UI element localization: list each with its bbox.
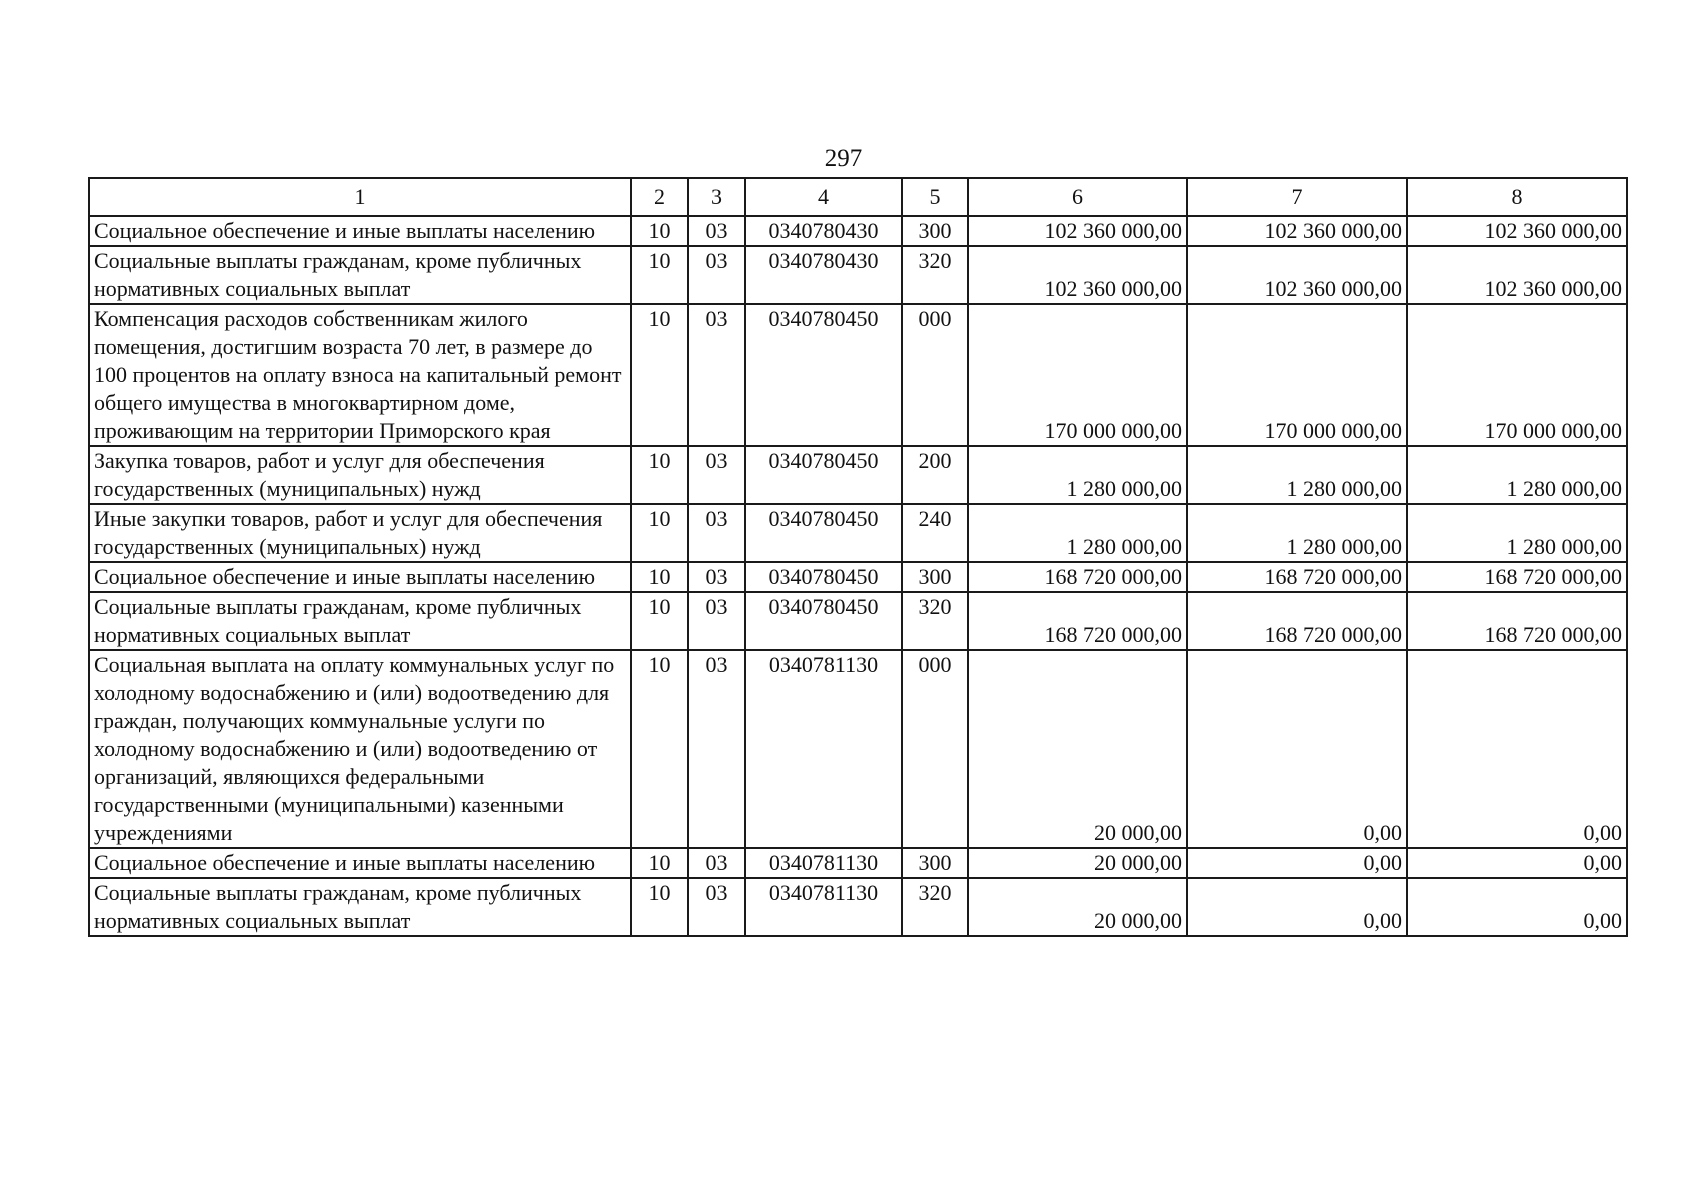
section-code: 10 [631,878,688,936]
column-header-7: 7 [1187,178,1407,216]
amount-column-6: 102 360 000,00 [968,246,1187,304]
target-article-code: 0340780430 [745,246,902,304]
table-row [89,848,1627,878]
target-article-code: 0340781130 [745,878,902,936]
table-row [89,446,1627,504]
table-row [89,650,1627,848]
amount-column-8: 168 720 000,00 [1407,562,1627,592]
column-header-6: 6 [968,178,1187,216]
subsection-code: 03 [688,848,745,878]
amount-column-7: 0,00 [1187,848,1407,878]
section-code: 10 [631,446,688,504]
row-name: Социальное обеспечение и иные выплаты населению [89,562,631,592]
expense-type-code: 200 [902,446,968,504]
amount-column-7: 1 280 000,00 [1187,504,1407,562]
expense-type-code: 300 [902,562,968,592]
target-article-code: 0340780430 [745,216,902,246]
table-row [89,562,1627,592]
amount-column-8: 102 360 000,00 [1407,216,1627,246]
amount-column-7: 0,00 [1187,878,1407,936]
row-name: Социальные выплаты гражданам, кроме публичных нормативных социальных выплат [89,246,631,304]
amount-column-7: 170 000 000,00 [1187,304,1407,446]
target-article-code: 0340780450 [745,592,902,650]
amount-column-6: 20 000,00 [968,848,1187,878]
table-row [89,592,1627,650]
amount-column-7: 102 360 000,00 [1187,216,1407,246]
table-row [89,304,1627,446]
budget-table [88,177,1628,937]
amount-column-8: 1 280 000,00 [1407,446,1627,504]
expense-type-code: 300 [902,216,968,246]
row-name: Компенсация расходов собственникам жилого помещения, достигшим возраста 70 лет, в размере до 100 процентов на оплату взноса на капитальный ремонт общего имущества в многоквартирном доме, проживающим на территории Приморского края [89,304,631,446]
subsection-code: 03 [688,650,745,848]
section-code: 10 [631,216,688,246]
section-code: 10 [631,304,688,446]
amount-column-7: 168 720 000,00 [1187,562,1407,592]
section-code: 10 [631,504,688,562]
amount-column-6: 20 000,00 [968,878,1187,936]
amount-column-8: 102 360 000,00 [1407,246,1627,304]
expense-type-code: 000 [902,304,968,446]
target-article-code: 0340781130 [745,848,902,878]
amount-column-8: 1 280 000,00 [1407,504,1627,562]
table-row [89,246,1627,304]
table-row [89,878,1627,936]
expense-type-code: 240 [902,504,968,562]
amount-column-6: 102 360 000,00 [968,216,1187,246]
column-header-1: 1 [89,178,631,216]
expense-type-code: 320 [902,592,968,650]
amount-column-6: 168 720 000,00 [968,562,1187,592]
subsection-code: 03 [688,216,745,246]
section-code: 10 [631,848,688,878]
column-header-3: 3 [688,178,745,216]
row-name: Социальные выплаты гражданам, кроме публичных нормативных социальных выплат [89,592,631,650]
target-article-code: 0340781130 [745,650,902,848]
expense-type-code: 320 [902,246,968,304]
column-header-2: 2 [631,178,688,216]
section-code: 10 [631,650,688,848]
amount-column-6: 1 280 000,00 [968,446,1187,504]
subsection-code: 03 [688,592,745,650]
target-article-code: 0340780450 [745,504,902,562]
row-name: Закупка товаров, работ и услуг для обеспечения государственных (муниципальных) нужд [89,446,631,504]
column-header-4: 4 [745,178,902,216]
table-row [89,504,1627,562]
subsection-code: 03 [688,504,745,562]
expense-type-code: 000 [902,650,968,848]
amount-column-6: 170 000 000,00 [968,304,1187,446]
amount-column-8: 0,00 [1407,650,1627,848]
amount-column-7: 168 720 000,00 [1187,592,1407,650]
amount-column-8: 0,00 [1407,878,1627,936]
section-code: 10 [631,246,688,304]
column-header-5: 5 [902,178,968,216]
subsection-code: 03 [688,562,745,592]
target-article-code: 0340780450 [745,304,902,446]
expense-type-code: 300 [902,848,968,878]
amount-column-6: 1 280 000,00 [968,504,1187,562]
expense-type-code: 320 [902,878,968,936]
table-header-row [89,178,1627,216]
target-article-code: 0340780450 [745,562,902,592]
row-name: Социальное обеспечение и иные выплаты населению [89,216,631,246]
row-name: Социальная выплата на оплату коммунальных услуг по холодному водоснабжению и (или) водоотведению для граждан, получающих коммунальные услуги по холодному водоснабжению и (или) водоотведению от организаций, являющихся федеральными государственными (муниципальными) казенными учреждениями [89,650,631,848]
subsection-code: 03 [688,304,745,446]
row-name: Социальное обеспечение и иные выплаты населению [89,848,631,878]
subsection-code: 03 [688,246,745,304]
subsection-code: 03 [688,878,745,936]
subsection-code: 03 [688,446,745,504]
amount-column-8: 170 000 000,00 [1407,304,1627,446]
page-number: 297 [824,145,863,172]
column-header-8: 8 [1407,178,1627,216]
amount-column-8: 0,00 [1407,848,1627,878]
amount-column-7: 102 360 000,00 [1187,246,1407,304]
amount-column-6: 20 000,00 [968,650,1187,848]
table-row [89,216,1627,246]
amount-column-7: 1 280 000,00 [1187,446,1407,504]
amount-column-7: 0,00 [1187,650,1407,848]
row-name: Социальные выплаты гражданам, кроме публичных нормативных социальных выплат [89,878,631,936]
section-code: 10 [631,562,688,592]
target-article-code: 0340780450 [745,446,902,504]
row-name: Иные закупки товаров, работ и услуг для обеспечения государственных (муниципальных) нужд [89,504,631,562]
amount-column-8: 168 720 000,00 [1407,592,1627,650]
section-code: 10 [631,592,688,650]
amount-column-6: 168 720 000,00 [968,592,1187,650]
